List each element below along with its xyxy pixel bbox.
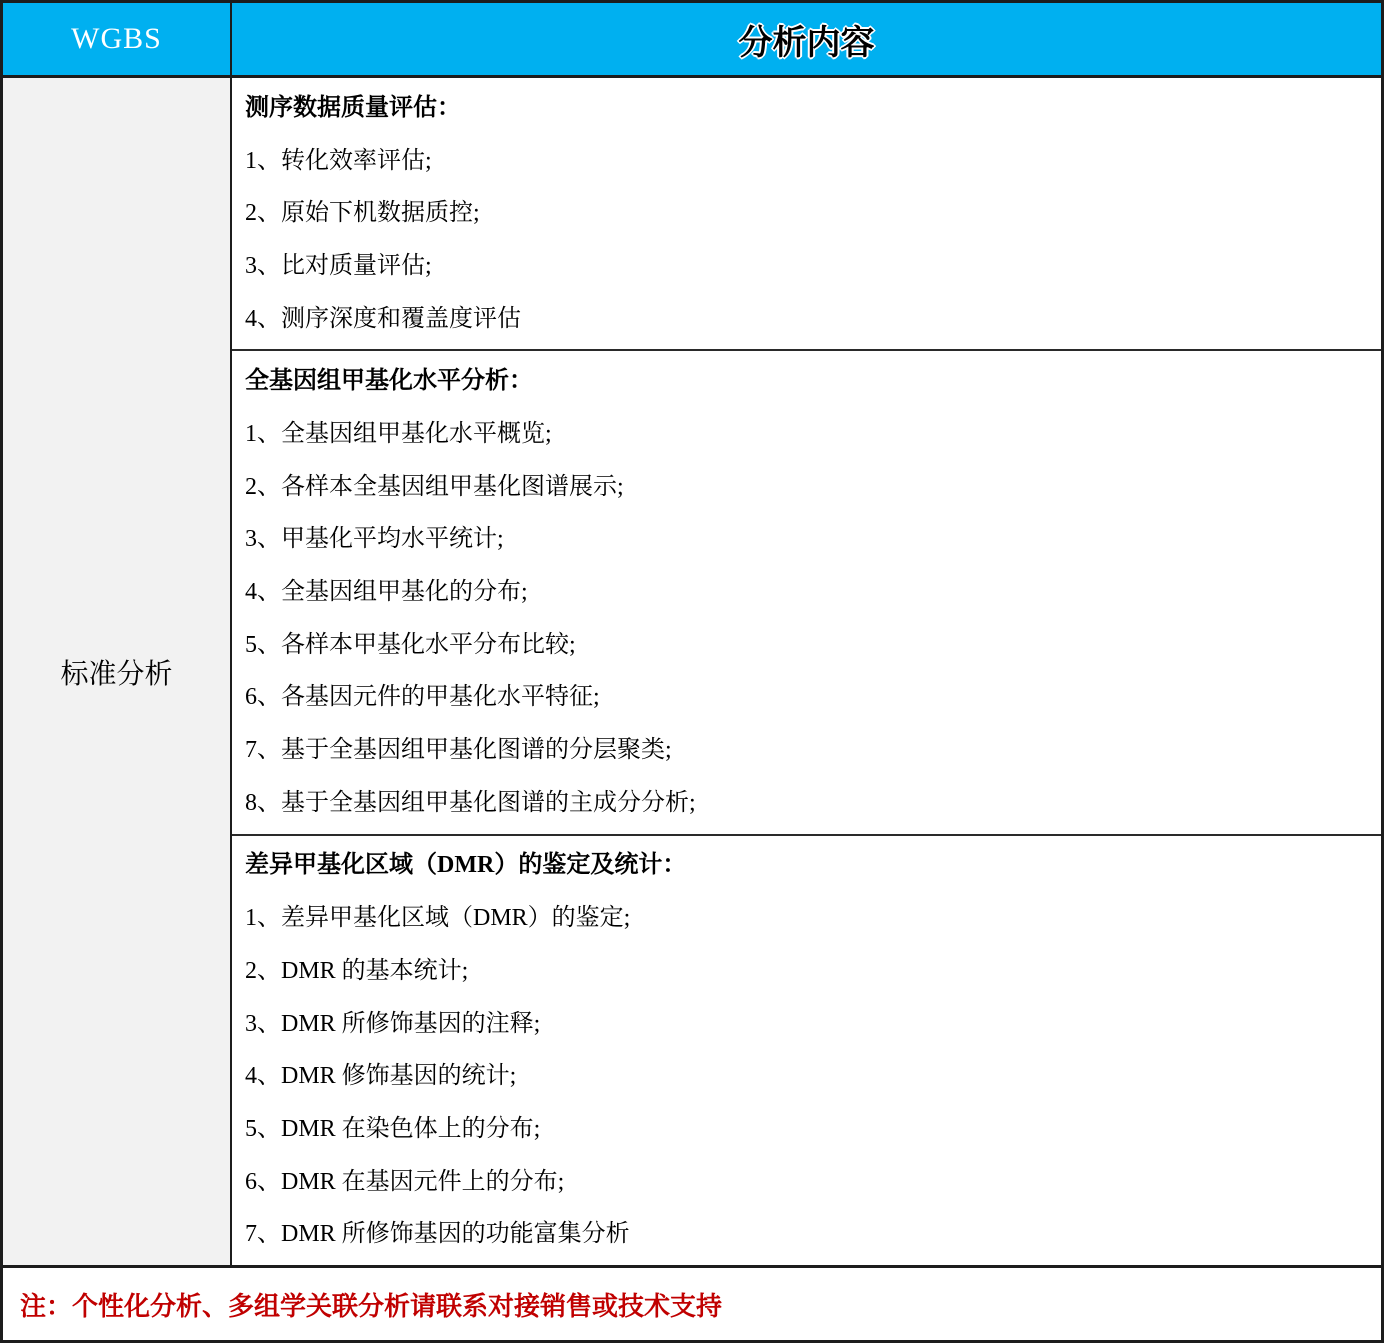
list-item: 4、DMR 修饰基因的统计; xyxy=(245,1063,517,1090)
section-title: 测序数据质量评估： xyxy=(245,94,461,121)
list-item: 5、DMR 在染色体上的分布; xyxy=(245,1115,541,1142)
section-title: 差异甲基化区域（DMR）的鉴定及统计： xyxy=(245,852,687,879)
list-item: 2、DMR 的基本统计; xyxy=(245,957,469,984)
header-cell-analysis-content: 分析内容 xyxy=(738,24,875,62)
category-cell-standard-analysis xyxy=(3,78,232,1265)
list-item: 5、各样本甲基化水平分布比较; xyxy=(245,631,576,658)
list-item: 3、甲基化平均水平统计; xyxy=(245,526,504,553)
list-item: 8、基于全基因组甲基化图谱的主成分分析; xyxy=(245,789,696,816)
list-item: 1、转化效率评估; xyxy=(245,147,432,174)
table-header-row xyxy=(3,3,1381,78)
list-item: 3、DMR 所修饰基因的注释; xyxy=(245,1010,541,1037)
list-item: 1、差异甲基化区域（DMR）的鉴定; xyxy=(245,905,631,932)
analysis-content-column xyxy=(232,78,1381,1265)
list-item: 7、基于全基因组甲基化图谱的分层聚类; xyxy=(245,737,672,764)
list-item: 4、全基因组甲基化的分布; xyxy=(245,579,528,606)
list-item: 2、各样本全基因组甲基化图谱展示; xyxy=(245,473,624,500)
list-item: 3、比对质量评估; xyxy=(245,252,432,279)
footer-note-row xyxy=(3,1265,1381,1340)
list-item: 2、原始下机数据质控; xyxy=(245,200,480,227)
list-item: 7、DMR 所修饰基因的功能富集分析 xyxy=(245,1221,630,1248)
list-item: 6、DMR 在基因元件上的分布; xyxy=(245,1168,565,1195)
list-item: 1、全基因组甲基化水平概览; xyxy=(245,421,552,448)
list-item: 6、各基因元件的甲基化水平特征; xyxy=(245,684,600,711)
table-body-row xyxy=(3,78,1381,1265)
footer-note-text: 注：个性化分析、多组学关联分析请联系对接销售或技术支持 xyxy=(20,1291,723,1321)
list-item: 4、测序深度和覆盖度评估 xyxy=(245,305,521,332)
section-genome-methylation-level xyxy=(232,349,1381,833)
section-title: 全基因组甲基化水平分析： xyxy=(245,368,533,395)
standard-analysis-label: 标准分析 xyxy=(60,658,173,690)
section-dmr-identification xyxy=(232,834,1381,1265)
header-cell-wgbs: WGBS xyxy=(3,3,232,75)
section-sequencing-quality xyxy=(232,78,1381,349)
